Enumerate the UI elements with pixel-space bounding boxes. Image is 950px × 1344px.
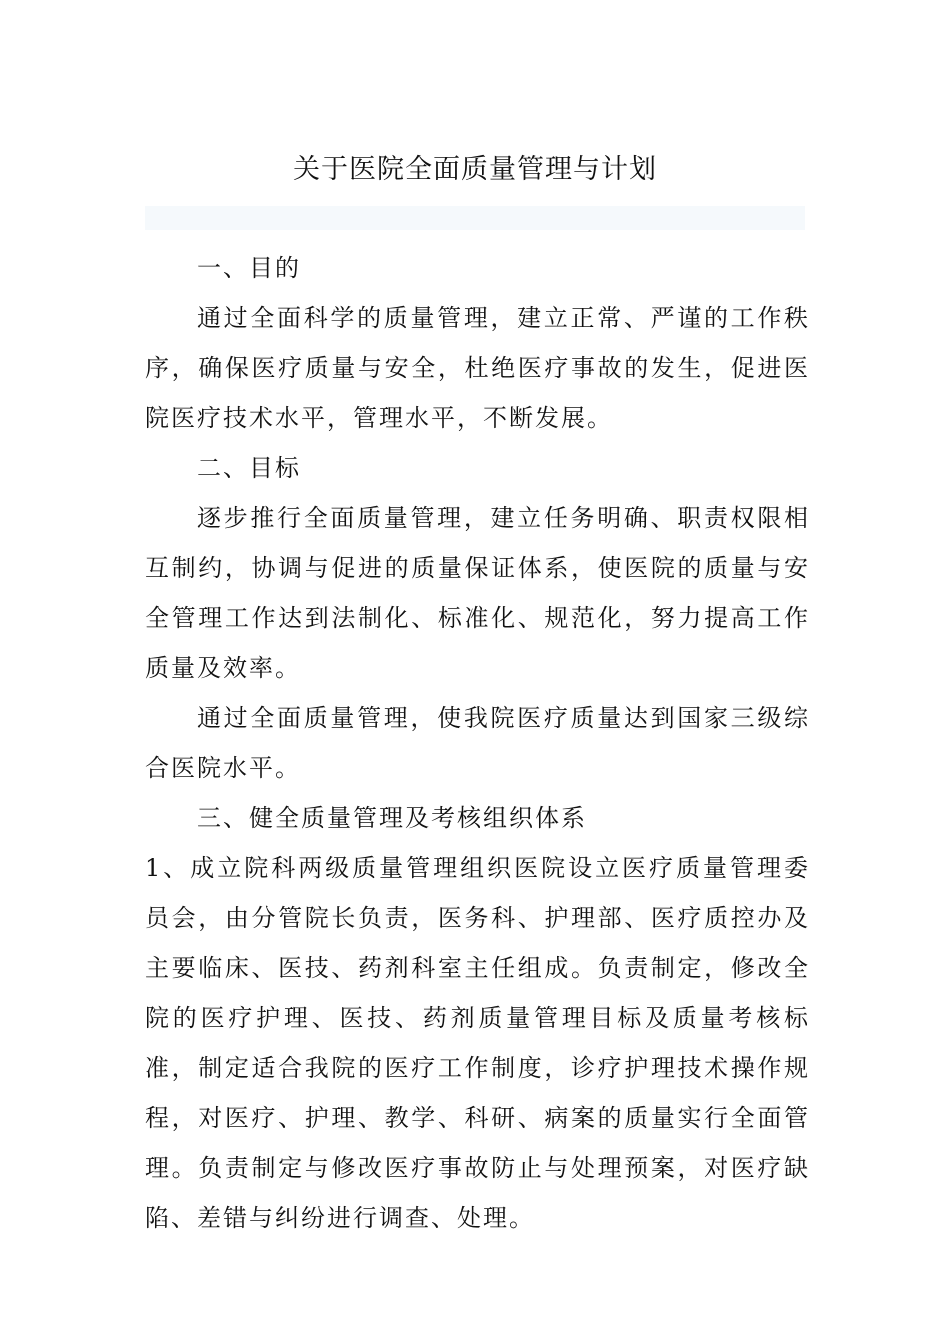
paragraph-organization-item-1: 1、成立院科两级质量管理组织医院设立医疗质量管理委员会，由分管院长负责，医务科、护理部、医疗质控办及主要临床、医技、药剂科室主任组成。负责制定，修改全院的医疗护理、医技、药剂质量管理目标及质量考核标准，制定适合我院的医疗工作制度，诊疗护理技术操作规程，对医疗、护理、教学、科研、病案的质量实行全面管理。负责制定与修改医疗事故防止与处理预案，对医疗缺陷、差错与纠纷进行调查、处理。 <box>145 854 810 1232</box>
document-title: 关于医院全面质量管理与计划 <box>293 154 657 185</box>
paragraph-goal: 逐步推行全面质量管理，建立任务明确、职责权限相互制约，协调与促进的质量保证体系，使医院的质量与安全管理工作达到法制化、标准化、规范化，努力提高工作质量及效率。 <box>145 504 810 682</box>
paragraph-goal-level: 通过全面质量管理，使我院医疗质量达到国家三级综合医院水平。 <box>145 704 810 782</box>
paragraph-purpose: 通过全面科学的质量管理，建立正常、严谨的工作秩序，确保医疗质量与安全，杜绝医疗事故的发生，促进医院医疗技术水平，管理水平，不断发展。 <box>145 304 810 432</box>
title-divider-band <box>145 206 805 230</box>
document-body <box>145 243 810 1243</box>
section-heading-organization: 三、健全质量管理及考核组织体系 <box>197 804 587 832</box>
section-heading-goal: 二、目标 <box>197 454 301 482</box>
section-heading-purpose: 一、目的 <box>197 254 301 282</box>
